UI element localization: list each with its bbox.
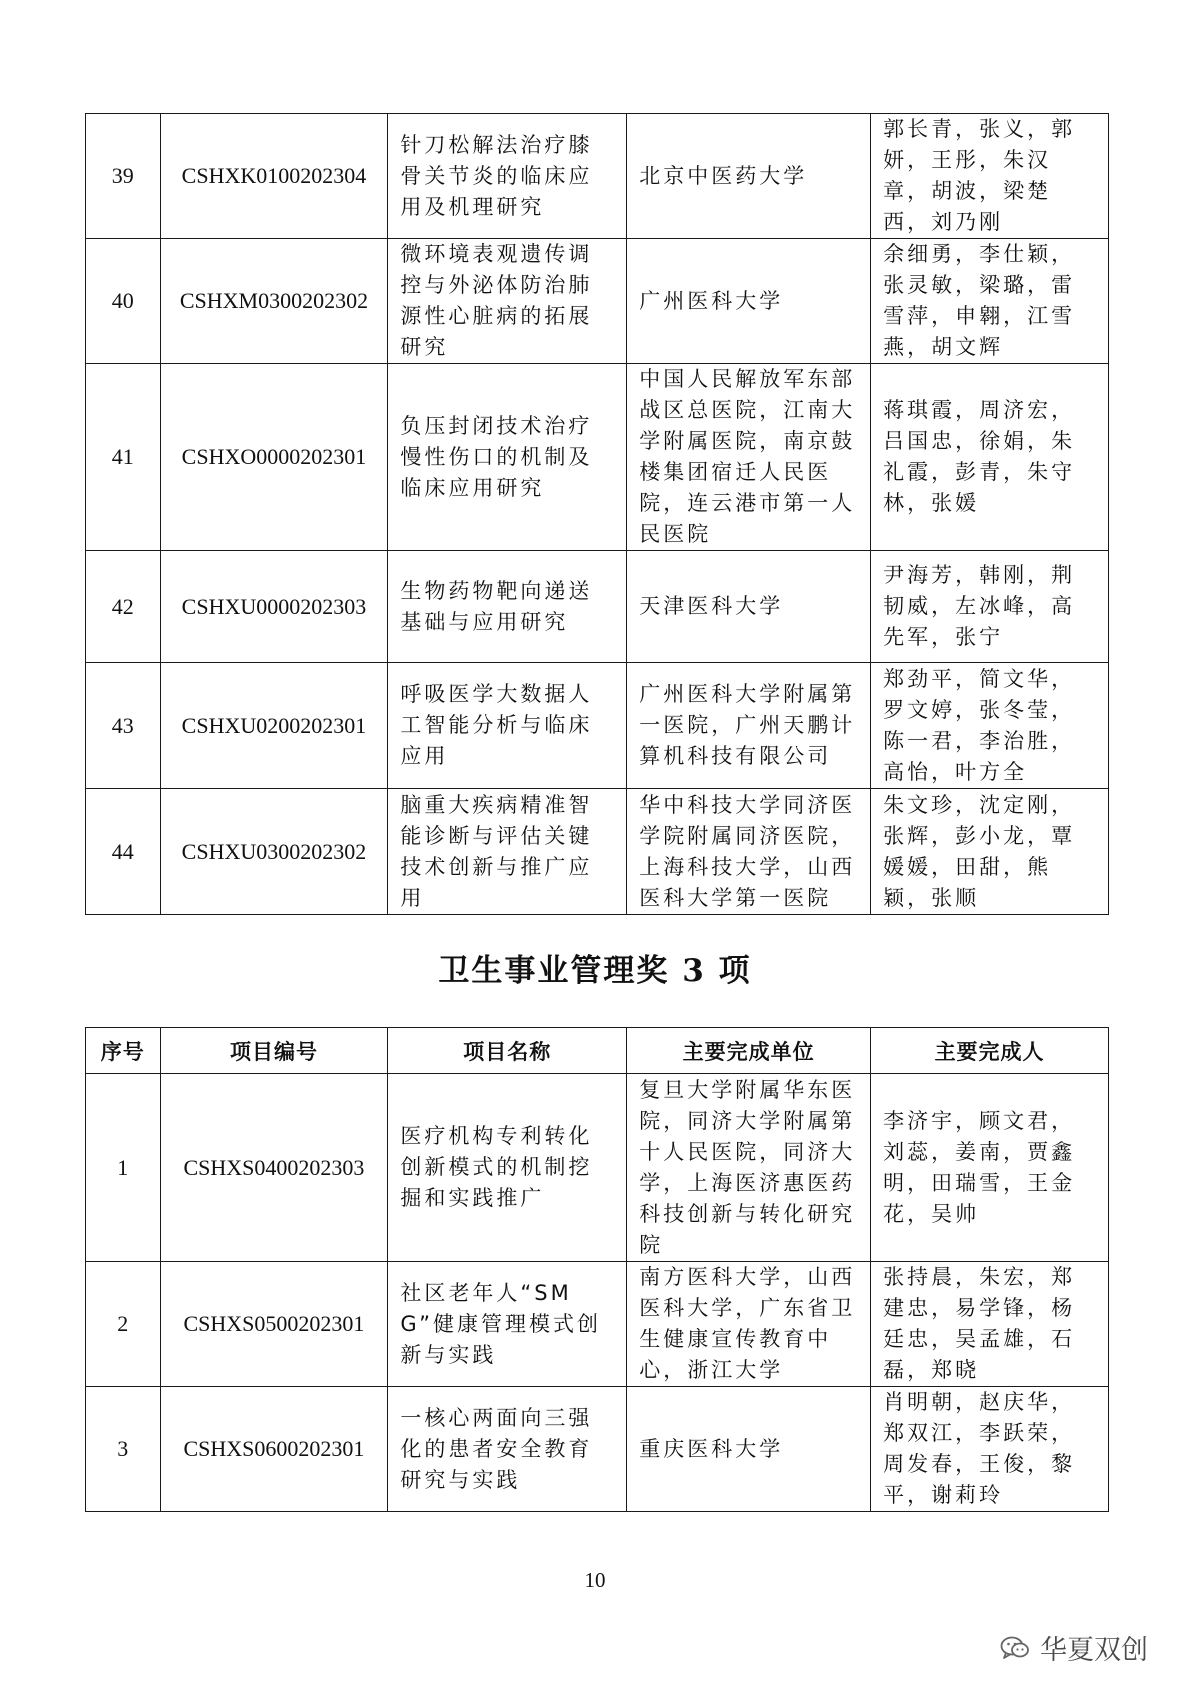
row-number: 42 [86,551,161,663]
project-code: CSHXU0000202303 [160,551,388,663]
completing-units: 中国人民解放军东部战区总医院，江南大学附属医院，南京鼓楼集团宿迁人民医院，连云港市第一人民医院 [627,364,871,551]
row-number: 39 [86,114,161,239]
completing-units: 北京中医药大学 [627,114,871,239]
health-management-awards-table [85,1027,1109,1512]
table-header-row [86,1028,1109,1074]
project-code: CSHXS0500202301 [160,1262,388,1387]
project-name: 针刀松解法治疗膝骨关节炎的临床应用及机理研究 [388,114,627,239]
project-code: CSHXS0600202301 [160,1387,388,1512]
table-row [86,239,1109,364]
table-row [86,551,1109,663]
header-units: 主要完成单位 [627,1028,871,1074]
project-code: CSHXK0100202304 [160,114,388,239]
table-row [86,1387,1109,1512]
project-name: 社区老年人“SMG”健康管理模式创新与实践 [388,1262,627,1387]
completing-people: 蒋琪霞，周济宏，吕国忠，徐娟，朱礼霞，彭青，朱守林，张媛 [871,364,1109,551]
completing-units: 复旦大学附属华东医院，同济大学附属第十人民医院，同济大学，上海医济惠医药科技创新与转化研究院 [627,1074,871,1262]
project-code: CSHXS0400202303 [160,1074,388,1262]
completing-people: 肖明朝，赵庆华，郑双江，李跃荣，周发春，王俊，黎平，谢莉玲 [871,1387,1109,1512]
table-row [86,114,1109,239]
project-code: CSHXM0300202302 [160,239,388,364]
completing-units: 南方医科大学，山西医科大学，广东省卫生健康宣传教育中心，浙江大学 [627,1262,871,1387]
row-number: 40 [86,239,161,364]
header-number: 序号 [86,1028,161,1074]
section-title: 卫生事业管理奖 3 项 [438,953,752,989]
row-number: 1 [86,1074,161,1262]
row-number: 2 [86,1262,161,1387]
completing-people: 尹海芳，韩刚，荆韧威，左冰峰，高先军，张宁 [871,551,1109,663]
row-number: 44 [86,789,161,915]
table-row [86,1074,1109,1262]
completing-people: 李济宇，顾文君，刘蕊，姜南，贾鑫明，田瑞雪，王金花，吴帅 [871,1074,1109,1262]
completing-people: 郑劲平，简文华，罗文婷，张冬莹，陈一君，李治胜，高怡，叶方全 [871,663,1109,789]
project-name: 生物药物靶向递送基础与应用研究 [388,551,627,663]
project-name: 一核心两面向三强化的患者安全教育研究与实践 [388,1387,627,1512]
row-number: 43 [86,663,161,789]
project-name: 脑重大疾病精准智能诊断与评估关键技术创新与推广应用 [388,789,627,915]
project-name: 医疗机构专利转化创新模式的机制挖掘和实践推广 [388,1074,627,1262]
completing-units: 重庆医科大学 [627,1387,871,1512]
wechat-icon [1000,1635,1030,1661]
table-row [86,364,1109,551]
header-people: 主要完成人 [871,1028,1109,1074]
project-code: CSHXU0300202302 [160,789,388,915]
page-number: 10 [584,1568,606,1592]
project-name: 负压封闭技术治疗慢性伤口的机制及临床应用研究 [388,364,627,551]
table-row [86,663,1109,789]
project-code: CSHXO0000202301 [160,364,388,551]
watermark-text: 华夏双创 [1040,1635,1148,1666]
completing-people: 张持晨，朱宏，郑建忠，易学锋，杨廷忠，吴孟雄，石磊，郑晓 [871,1262,1109,1387]
header-name: 项目名称 [388,1028,627,1074]
completing-units: 天津医科大学 [627,551,871,663]
project-code: CSHXU0200202301 [160,663,388,789]
table-row [86,789,1109,915]
completing-people: 郭长青，张义，郭妍，王彤，朱汉章，胡波，梁楚西，刘乃刚 [871,114,1109,239]
project-name: 微环境表观遗传调控与外泌体防治肺源性心脏病的拓展研究 [388,239,627,364]
completing-units: 华中科技大学同济医学院附属同济医院，上海科技大学，山西医科大学第一医院 [627,789,871,915]
completing-people: 余细勇，李仕颖，张灵敏，梁璐，雷雪萍，申翱，江雪燕，胡文辉 [871,239,1109,364]
completing-people: 朱文珍，沈定刚，张辉，彭小龙，覃媛媛，田甜，熊颖，张顺 [871,789,1109,915]
watermark [1000,1628,1148,1667]
table-row [86,1262,1109,1387]
header-code: 项目编号 [160,1028,388,1074]
row-number: 3 [86,1387,161,1512]
awards-table-continued [85,113,1109,915]
completing-units: 广州医科大学 [627,239,871,364]
row-number: 41 [86,364,161,551]
project-name: 呼吸医学大数据人工智能分析与临床应用 [388,663,627,789]
completing-units: 广州医科大学附属第一医院，广州天鹏计算机科技有限公司 [627,663,871,789]
